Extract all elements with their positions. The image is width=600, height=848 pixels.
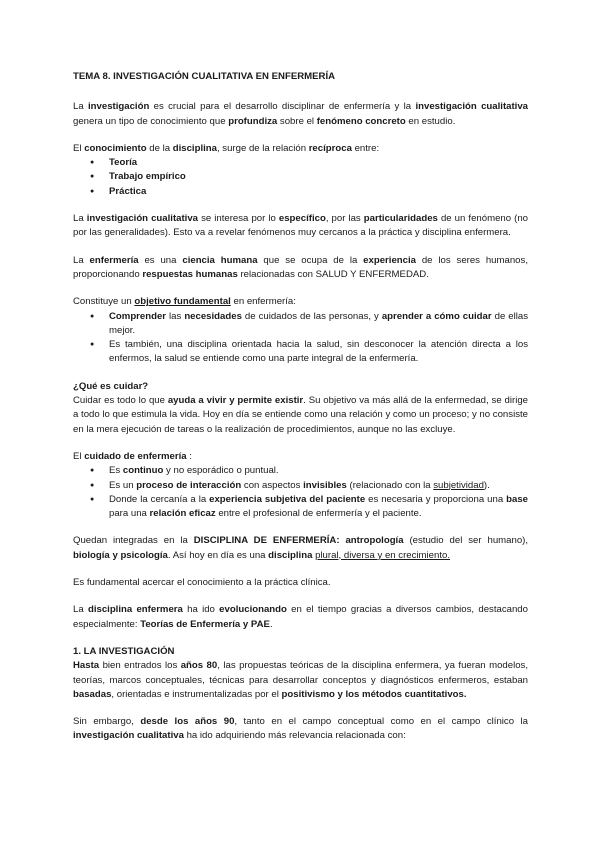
- objetivo-list: [73, 310, 528, 367]
- list-item: ● Práctica: [109, 185, 528, 199]
- sin-embargo-paragraph: Sin embargo, desde los años 90, tanto en el campo conceptual como en el campo clínico la investigación cualitativa ha ido adquiriendo más relevancia relacionada con:: [73, 716, 528, 742]
- cuidado-paragraph: El cuidado de enfermería :: [73, 450, 192, 462]
- document-content: [73, 70, 528, 757]
- disciplina-paragraph: Quedan integradas en la DISCIPLINA DE ENFERMERÍA: antropología (estudio del ser humano), biología y psicología. Así hoy en día es una disciplina plural, diversa y en crecimiento.: [73, 535, 529, 561]
- cuidado-list: [73, 464, 528, 521]
- list-item: ● Donde la cercanía a la experiencia subjetiva del paciente es necesaria y proporciona una base para una relación eficaz entre el profesional de enfermería y el paciente.: [109, 493, 528, 522]
- acercar-paragraph: Es fundamental acercar el conocimiento a la práctica clínica.: [73, 577, 331, 589]
- intro-paragraph: La investigación es crucial para el desarrollo disciplinar de enfermería y la investigación cualitativa genera un tipo de conocimiento que profundiza sobre el fenómeno concreto en estudio.: [73, 101, 529, 127]
- list-item: ● Es también, una disciplina orientada hacia la salud, sin desconocer la atención directa a los enfermos, la salud se entiende como una parte integral de la enfermería.: [109, 338, 528, 367]
- evolucion-paragraph: La disciplina enfermera ha ido evolucionando en el tiempo gracias a diversos cambios, destacando especialmente: Teorías de Enfermería y PAE.: [73, 604, 528, 630]
- list-item: ● Es continuo y no esporádico o puntual.: [109, 464, 528, 478]
- cuidar-heading: ¿Qué es cuidar?: [73, 380, 149, 392]
- conocimiento-paragraph: El conocimiento de la disciplina, surge de la relación recíproca entre:: [73, 142, 380, 154]
- objetivo-paragraph: Constituye un objetivo fundamental en enfermería:: [73, 296, 296, 308]
- section-heading: 1. LA INVESTIGACIÓN: [73, 645, 175, 657]
- list-item: ● Es un proceso de interacción con aspectos invisibles (relacionado con la subjetividad).: [109, 479, 528, 493]
- enfermeria-paragraph: La enfermería es una ciencia humana que se ocupa de la experiencia de los seres humanos, proporcionando respuestas humanas relacionadas con SALUD Y ENFERMEDAD.: [73, 254, 528, 280]
- list-item: ● Trabajo empírico: [109, 170, 528, 184]
- cualitativa-paragraph: La investigación cualitativa se interesa por lo específico, por las particularidades de un fenómeno (no por las generalidades). Esto va a revelar fenómenos muy cercanos a la práctica y disciplina enfermera.: [73, 213, 528, 239]
- page-title: TEMA 8. INVESTIGACIÓN CUALITATIVA EN ENFERMERÍA: [73, 71, 336, 82]
- cuidar-paragraph: Cuidar es todo lo que ayuda a vivir y permite existir. Su objetivo va más allá de la enfermedad, se dirige a todo lo que estimula la vida. Hoy en día se entiende como una relación y como un proceso; y no consiste en la mera ejecución de tareas o la realización de procedimientos, aunque no las excluye.: [73, 395, 528, 435]
- investigacion-paragraph: Hasta bien entrados los años 80, las propuestas teóricas de la disciplina enfermera, ya fueran modelos, teorías, marcos conceptuales, técnicas para desarrollar conceptos y diagnósticos enfermeros, estaban basadas, orientadas e instrumentalizadas por el positivismo y los métodos cuantitativos.: [73, 660, 529, 700]
- list-item: ● Teoría: [109, 156, 528, 170]
- conocimiento-list: [73, 156, 528, 199]
- list-item: ● Comprender las necesidades de cuidados de las personas, y aprender a cómo cuidar de ellas mejor.: [109, 310, 528, 339]
